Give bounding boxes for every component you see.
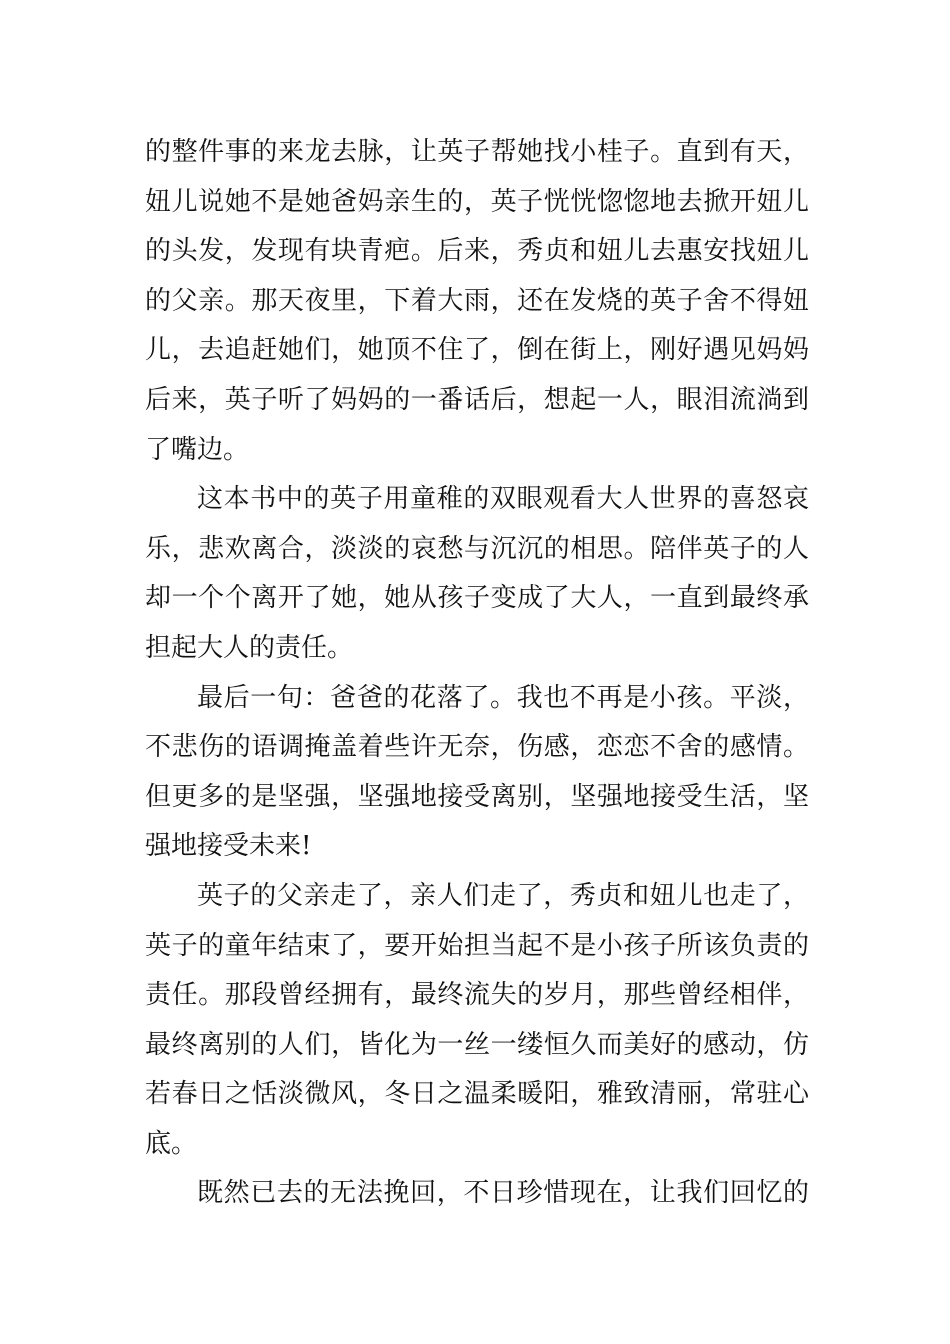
text-line: 担起大人的责任。 bbox=[145, 632, 354, 663]
text-line: 若春日之恬淡微风，冬日之温柔暖阳，雅致清丽，常驻心 bbox=[145, 1079, 809, 1110]
text-line: 的父亲。那天夜里，下着大雨，还在发烧的英子舍不得妞 bbox=[145, 285, 809, 316]
paragraph-3 bbox=[145, 674, 809, 872]
text-line: 却一个个离开了她，她从孩子变成了大人，一直到最终承 bbox=[145, 583, 809, 614]
text-line: 的整件事的来龙去脉，让英子帮她找小桂子。直到有天， bbox=[145, 137, 809, 167]
text-line: 这本书中的英子用童稚的双眼观看大人世界的喜怒哀 bbox=[197, 484, 809, 515]
text-line: 儿，去追赶她们，她顶不住了，倒在街上，刚好遇见妈妈 bbox=[145, 335, 809, 366]
text-line: 但更多的是坚强，坚强地接受离别，坚强地接受生活，坚 bbox=[145, 781, 809, 812]
text-line: 妞儿说她不是她爸妈亲生的，英子恍恍惚惚地去掀开妞儿 bbox=[145, 186, 809, 217]
text-line: 底。 bbox=[145, 1128, 198, 1159]
paragraph-5 bbox=[145, 1169, 809, 1219]
text-line: 了嘴边。 bbox=[145, 434, 250, 465]
text-line: 不悲伤的语调掩盖着些许无奈，伤感，恋恋不舍的感情。 bbox=[145, 732, 809, 763]
text-line: 的头发，发现有块青疤。后来，秀贞和妞儿去惠安找妞儿 bbox=[145, 236, 809, 267]
text-line: 乐，悲欢离合，淡淡的哀愁与沉沉的相思。陪伴英子的人 bbox=[145, 533, 809, 564]
text-line: 既然已去的无法挽回，不日珍惜现在，让我们回忆的 bbox=[197, 1178, 809, 1209]
paragraph-4 bbox=[145, 872, 809, 1170]
text-line: 最后一句：爸爸的花落了。我也不再是小孩。平淡， bbox=[197, 682, 809, 713]
text-line: 强地接受未来! bbox=[145, 831, 312, 862]
text-line: 最终离别的人们，皆化为一丝一缕恒久而美好的感动，仿 bbox=[145, 1029, 809, 1060]
document-body bbox=[145, 128, 809, 1219]
text-line: 英子的父亲走了，亲人们走了，秀贞和妞儿也走了， bbox=[197, 880, 809, 911]
text-line: 英子的童年结束了，要开始担当起不是小孩子所该负责的 bbox=[145, 930, 809, 961]
text-line: 责任。那段曾经拥有，最终流失的岁月，那些曾经相伴， bbox=[145, 980, 809, 1011]
text-line: 后来，英子听了妈妈的一番话后，想起一人，眼泪流淌到 bbox=[145, 384, 809, 415]
paragraph-2 bbox=[145, 475, 809, 673]
paragraph-1 bbox=[145, 128, 809, 475]
